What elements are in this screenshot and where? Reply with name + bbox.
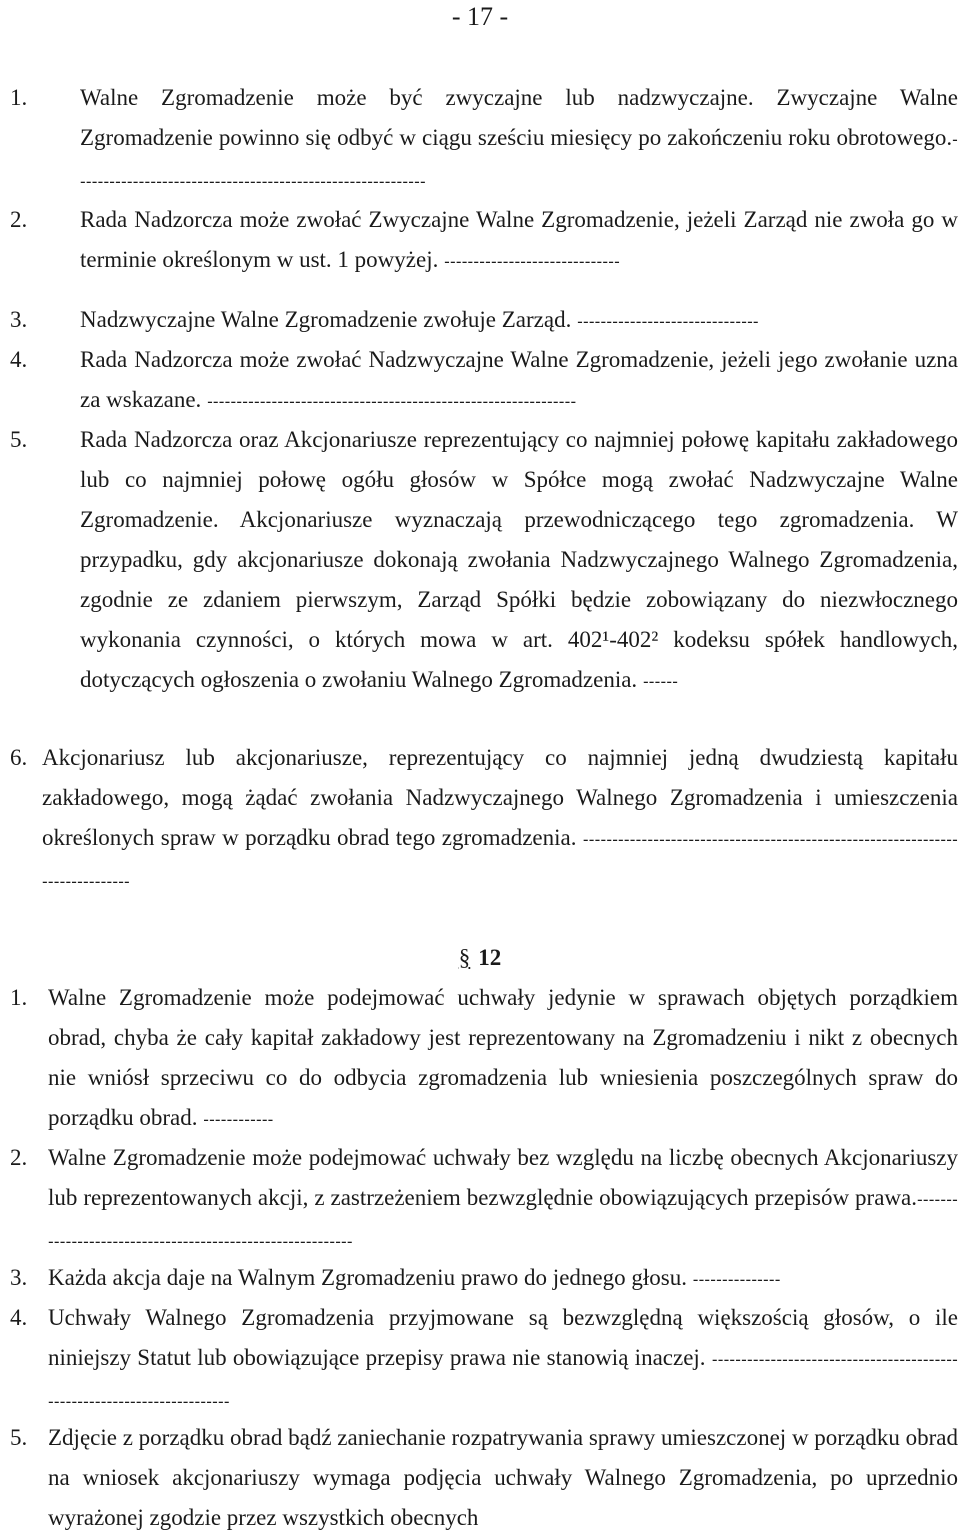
item-number: 6.: [10, 745, 28, 770]
item-number: 3.: [10, 307, 28, 332]
list-item: [10, 200, 958, 282]
list-item: [10, 300, 958, 342]
page-number: - 17 -: [451, 2, 509, 31]
list-item: [10, 1298, 958, 1422]
list-item: [10, 1138, 958, 1262]
section-sign: §: [458, 945, 471, 970]
item-number: 2.: [10, 207, 28, 232]
item-text: Rada Nadzorcza może zwołać Zwyczajne Walne Zgromadzenie, jeżeli Zarząd nie zwoła go w terminie określonym w ust. 1 powyżej. ------------------------------: [80, 207, 958, 272]
list-item: [10, 420, 958, 702]
list-item: [10, 978, 958, 1140]
item-number: 1.: [10, 85, 28, 110]
list-item: [10, 1418, 958, 1540]
item-number: 4.: [10, 347, 28, 372]
item-text: Walne Zgromadzenie może podejmować uchwały bez względu na liczbę obecnych Akcjonariuszy lub reprezentowanych akcji, z zastrzeżeniem bezwzględnie obowiązujących przepisów prawa.-----------------------------------------------------------: [48, 1145, 958, 1251]
item-text: Zdjęcie z porządku obrad bądź zaniechanie rozpatrywania sprawy umieszczonej w porządku obrad na wniosek akcjonariuszy wymaga podjęcia uchwały Walnego Zgromadzenia, po uprzednio wyrażonej zgodzie przez wszystkich obecnych: [48, 1425, 958, 1530]
item-text: Rada Nadzorcza oraz Akcjonariusze reprezentujący co najmniej połowę kapitału zakładowego lub co najmniej połowę ogółu głosów w Spółce mogą zwołać Nadzwyczajne Walne Zgromadzenie. Akcjonariusze wyznaczają przewodniczącego tego zgromadzenia. W przypadku, gdy akcjonariusze dokonają zwołania Nadzwyczajnego Walnego Zgromadzenia, zgodnie ze zdaniem pierwszym, Zarząd Spółki będzie zobowiązany do niezwłocznego wykonania czynności, o których mowa w art. 402¹-402² kodeksu spółek handlowych, dotyczących ogłoszenia o zwołaniu Walnego Zgromadzenia. ------: [80, 427, 958, 692]
list-item: [10, 738, 958, 902]
item-text: Uchwały Walnego Zgromadzenia przyjmowane są bezwzględną większością głosów, o ile niniejszy Statut lub obowiązujące przepisy prawa nie stanowią inaczej. -------------------------------------------------------------------------: [48, 1305, 959, 1411]
list-item: [10, 1258, 958, 1300]
section-number: 12: [478, 945, 502, 970]
list-item: [10, 340, 958, 422]
item-number: 2.: [10, 1145, 28, 1170]
item-text: Rada Nadzorcza może zwołać Nadzwyczajne Walne Zgromadzenie, jeżeli jego zwołanie uzna za wskazane. ---------------------------------------------------------------: [80, 347, 958, 412]
item-number: 5.: [10, 427, 28, 452]
item-text: Każda akcja daje na Walnym Zgromadzeniu prawo do jednego głosu. ---------------: [48, 1265, 781, 1290]
list-item: [10, 78, 958, 202]
section-heading: [0, 938, 960, 978]
item-number: 4.: [10, 1305, 28, 1330]
item-text: Nadzwyczajne Walne Zgromadzenie zwołuje Zarząd. -------------------------------: [80, 307, 759, 332]
item-number: 3.: [10, 1265, 28, 1290]
item-text: Walne Zgromadzenie może podejmować uchwały jedynie w sprawach objętych porządkiem obrad, chyba że cały kapitał zakładowy jest reprezentowany na Zgromadzeniu i nikt z obecnych nie wniósł sprzeciwu co do odbycia zgromadzenia lub wniesienia poszczególnych spraw do porządku obrad. ------------: [48, 985, 958, 1130]
item-number: 5.: [10, 1425, 28, 1450]
item-text: Walne Zgromadzenie może być zwyczajne lub nadzwyczajne. Zwyczajne Walne Zgromadzenie powinno się odbyć w ciągu sześciu miesięcy po zakończeniu roku obrotowego.------------------------------------------------------------: [80, 85, 958, 191]
item-text: Akcjonariusz lub akcjonariusze, reprezentujący co najmniej jedną dwudziestą kapitału zakładowego, mogą żądać zwołania Nadzwyczajnego Walnego Zgromadzenia i umieszczenia określonych spraw w porządku obrad tego zgromadzenia. -------------------------------------------------------------------------------: [42, 745, 959, 891]
item-number: 1.: [10, 985, 28, 1010]
